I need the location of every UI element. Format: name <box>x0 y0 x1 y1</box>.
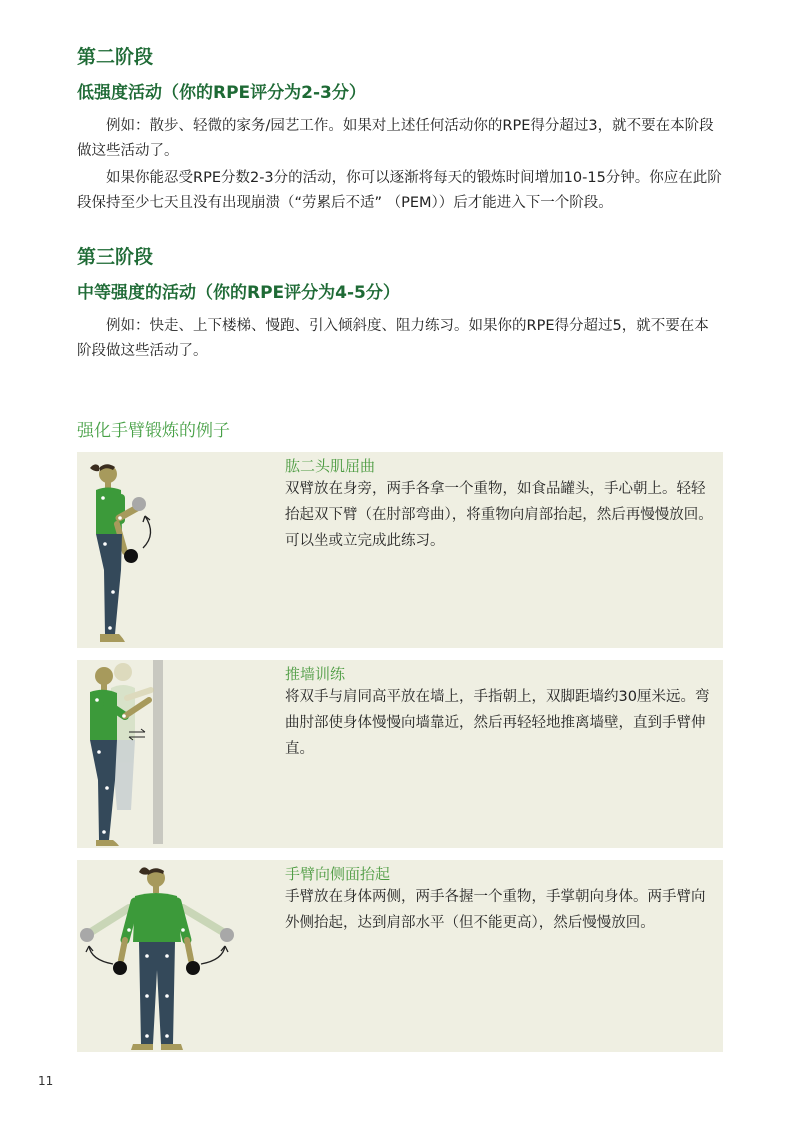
lateral-raise-title: 手臂向侧面抬起 <box>285 865 391 883</box>
stage2-subtitle: 低强度活动（你的RPE评分为2-3分） <box>77 83 366 103</box>
stage2-paragraph-1: 例如：散步、轻微的家务/园艺工作。如果对上述任何活动你的RPE得分超过3，就不要在本阶段做这些活动了。 <box>77 118 714 159</box>
biceps-curl-title: 肱二头肌屈曲 <box>285 457 376 475</box>
stage2-title: 第二阶段 <box>77 46 154 68</box>
exercise-card-wall-push <box>77 660 723 848</box>
stage3-subtitle: 中等强度的活动（你的RPE评分为4-5分） <box>77 283 400 303</box>
exercise-card-biceps-curl <box>77 452 723 648</box>
lateral-raise-description: 手臂放在身体两侧，两手各握一个重物，手掌朝向身体。两手臂向外侧抬起，达到肩部水平（但不能更高），然后慢慢放回。 <box>285 889 706 931</box>
stage2-paragraph-2: 如果你能忍受RPE分数2-3分的活动，你可以逐渐将每天的锻炼时间增加10-15分钟。你应在此阶段保持至少七天且没有出现崩溃（“劳累后不适” （PEM））后才能进入下一个阶段。 <box>77 170 722 211</box>
biceps-curl-description: 双臂放在身旁，两手各拿一个重物，如食品罐头，手心朝上。轻轻抬起双下臂（在肘部弯曲），将重物向肩部抬起，然后再慢慢放回。可以坐或立完成此练习。 <box>285 481 713 549</box>
page-number: 11 <box>38 1074 54 1088</box>
wall-push-title: 推墙训练 <box>285 665 346 683</box>
stage3-title: 第三阶段 <box>77 246 154 268</box>
stage3-paragraph-1: 例如：快走、上下楼梯、慢跑、引入倾斜度、阻力练习。如果你的RPE得分超过5，就不要在本阶段做这些活动了。 <box>77 318 709 359</box>
exercise-card-lateral-raise <box>77 860 723 1052</box>
arm-section-title: 强化手臂锻炼的例子 <box>77 421 230 441</box>
wall-push-illustration <box>77 660 277 848</box>
biceps-curl-illustration <box>77 452 277 648</box>
lateral-raise-illustration <box>77 860 277 1052</box>
wall-push-description: 将双手与肩同高平放在墙上，手指朝上，双脚距墙约30厘米远。弯曲肘部使身体慢慢向墙靠近，然后再轻轻地推离墙壁，直到手臂伸直。 <box>285 689 710 757</box>
